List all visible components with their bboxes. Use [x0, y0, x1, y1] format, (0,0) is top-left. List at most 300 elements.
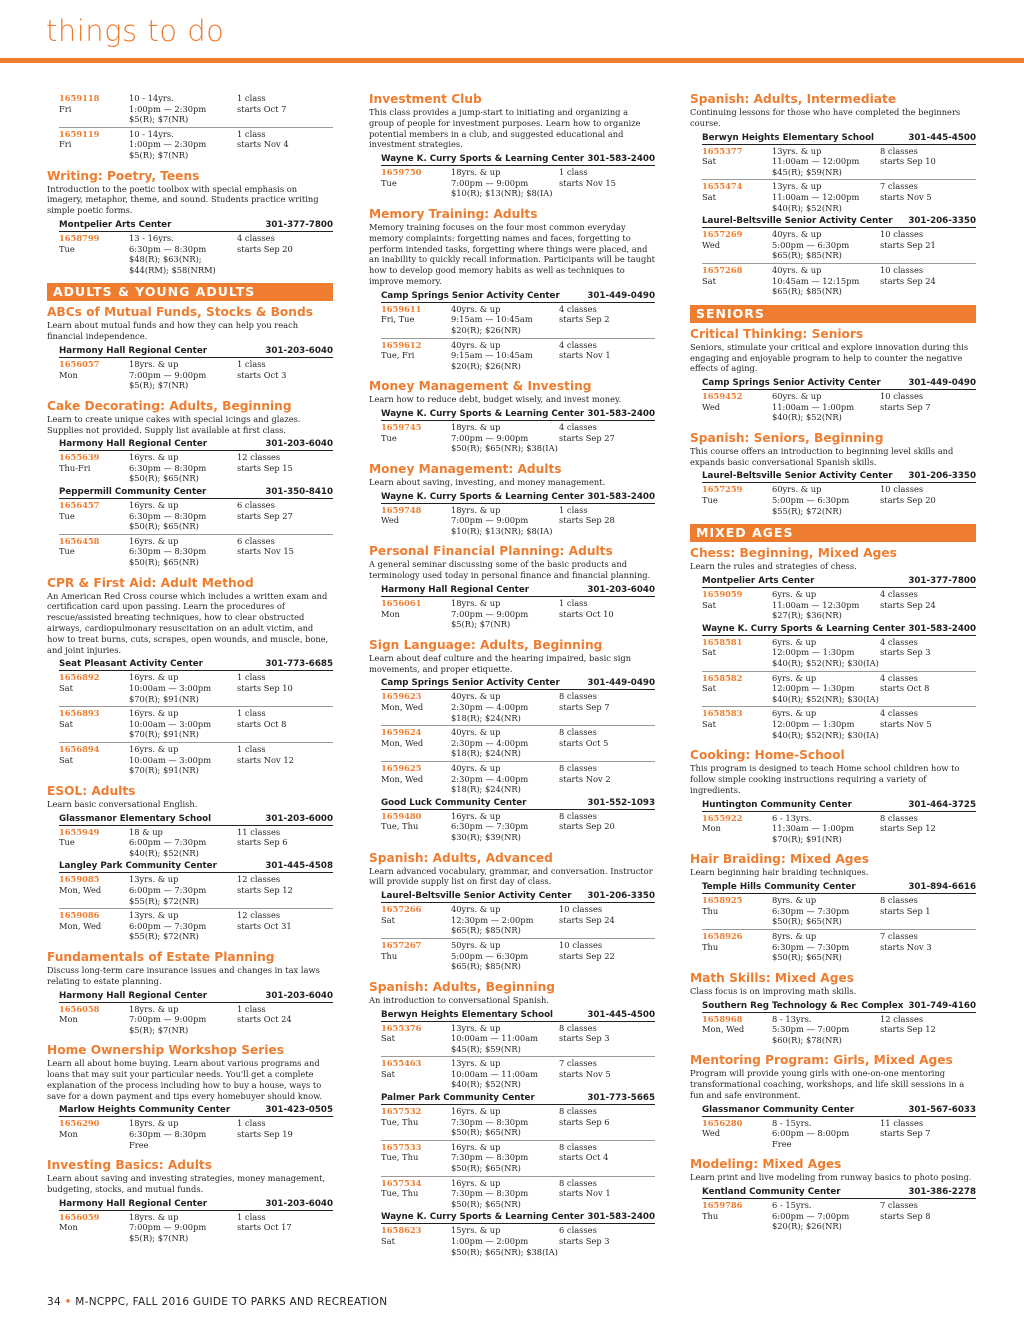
session-details-cell — [129, 1212, 237, 1244]
location-header — [381, 584, 655, 597]
session-days: Mon — [59, 1129, 78, 1140]
session-fee: $18(R); $24(NR) — [451, 748, 521, 759]
session-schedule-cell — [880, 895, 976, 927]
session-code-cell — [702, 484, 772, 516]
session-age: 16yrs. & up — [129, 743, 179, 754]
location-header — [59, 345, 333, 358]
session-schedule-cell — [559, 422, 655, 454]
session-fee: $50(R); $65(NR) — [129, 521, 199, 532]
session-schedule-cell — [559, 304, 655, 336]
footer-separator: • — [64, 1296, 72, 1308]
session-start-date: starts Sep 12 — [880, 1024, 936, 1035]
course-title: Math Skills: Mixed Ages — [690, 970, 854, 985]
session-row — [381, 726, 655, 762]
course-listing — [690, 1053, 976, 1151]
session-fee: $45(R); $59(NR) — [451, 1043, 521, 1054]
session-class-count: 8 classes — [559, 763, 597, 773]
location-header — [702, 623, 976, 636]
course-number: 1659786 — [702, 1200, 743, 1211]
session-details-cell — [772, 181, 880, 213]
location-phone: 301-386-2278 — [908, 1187, 976, 1198]
session-class-count: 8 classes — [559, 691, 597, 702]
session-time: 7:30pm — 8:30pm — [451, 1116, 529, 1127]
session-fee: $70(R); $91(NR) — [129, 693, 199, 704]
session-start-date: starts Oct 17 — [237, 1222, 292, 1233]
session-days: Mon — [381, 608, 400, 619]
course-description: Learn print and live modeling from runway basics to photo posing. — [690, 1172, 972, 1183]
session-time: 6:00pm — 7:00pm — [772, 1210, 850, 1221]
session-fee: $40(R); $52(NR); $30(IA) — [772, 658, 879, 669]
session-class-count: 7 classes — [559, 1058, 597, 1069]
session-age: 6yrs. & up — [772, 636, 817, 647]
course-title: CPR & First Aid: Adult Method — [47, 575, 254, 590]
location-phone: 301-552-1093 — [587, 797, 655, 808]
course-title: Critical Thinking: Seniors — [690, 326, 864, 341]
session-schedule-cell — [237, 359, 333, 391]
location-phone: 301-583-2400 — [587, 409, 655, 420]
session-fee: $65(R); $85(NR) — [451, 961, 521, 972]
session-fee: $10(R); $13(NR); $8(IA) — [451, 188, 553, 199]
session-start-date: starts Nov 5 — [559, 1068, 611, 1079]
session-fee: $50(R); $65(NR) — [451, 1127, 521, 1138]
session-class-count: 10 classes — [559, 904, 603, 915]
session-age: 60yrs. & up — [772, 391, 822, 402]
course-number: 1657268 — [702, 264, 743, 275]
session-code-cell — [381, 1058, 451, 1090]
session-days: Mon, Wed — [381, 773, 424, 784]
session-days: Sat — [59, 754, 73, 765]
session-fee: $50(R); $65(NR) — [772, 952, 842, 963]
session-time: 10:00am — 11:00am — [451, 1033, 539, 1044]
session-start-date: starts Sep 21 — [880, 239, 936, 250]
course-description: Continuing lessons for those who have completed the beginners course. — [690, 107, 961, 128]
course-number: 1655639 — [59, 452, 100, 463]
session-days: Sat — [702, 719, 716, 729]
session-class-count: 8 classes — [559, 1177, 597, 1188]
session-details-cell — [129, 910, 237, 942]
session-schedule-cell — [880, 1118, 976, 1150]
course-number: 1659625 — [381, 763, 422, 773]
course-number: 1659086 — [59, 910, 100, 921]
session-time: 1:00pm — 2:00pm — [451, 1236, 529, 1247]
session-time: 5:30pm — 7:00pm — [772, 1024, 850, 1035]
session-fee: $65(R); $85(NR) — [451, 925, 521, 936]
session-start-date: starts Sep 6 — [559, 1116, 610, 1127]
session-start-date: starts Sep 24 — [880, 599, 936, 610]
course-listing — [690, 748, 976, 846]
session-fee: $55(R); $72(NR) — [129, 931, 199, 942]
location-phone: 301-445-4500 — [587, 1009, 655, 1020]
session-row — [702, 145, 976, 181]
session-fee: $55(R); $72(NR) — [772, 505, 842, 516]
session-start-date: starts Oct 4 — [559, 1152, 609, 1163]
session-class-count: 12 classes — [237, 874, 281, 885]
session-schedule-cell — [559, 811, 655, 843]
session-age: 40yrs. & up — [451, 763, 501, 773]
location-header — [381, 491, 655, 504]
session-class-count: 7 classes — [880, 181, 918, 192]
session-code-cell — [702, 265, 772, 297]
session-schedule-cell — [559, 1178, 655, 1210]
session-age: 10 - 14yrs. — [129, 128, 174, 139]
session-schedule-cell — [880, 265, 976, 297]
session-age: 8 - 15yrs. — [772, 1117, 812, 1128]
session-details-cell — [451, 727, 559, 759]
session-days: Mon — [702, 823, 721, 834]
session-days: Sat — [381, 1033, 395, 1044]
session-schedule-cell — [237, 536, 333, 568]
location-header — [59, 813, 333, 826]
session-schedule-cell — [880, 813, 976, 845]
session-details-cell — [772, 146, 880, 178]
session-class-count: 7 classes — [880, 930, 918, 941]
session-start-date: starts Nov 15 — [559, 177, 616, 188]
session-schedule-cell — [237, 744, 333, 776]
session-row — [381, 1022, 655, 1058]
session-age: 13yrs. & up — [451, 1022, 501, 1033]
session-class-count: 12 classes — [237, 910, 281, 921]
session-days: Sat — [702, 599, 716, 610]
session-days: Sat — [381, 1068, 395, 1079]
session-age: 18yrs. & up — [451, 167, 501, 178]
session-days: Mon — [59, 1014, 78, 1025]
session-row — [381, 504, 655, 539]
course-number: 1657259 — [702, 484, 743, 495]
session-schedule-cell — [880, 146, 976, 178]
course-description: Program will provide young girls with one-on-one mentoring transformational coaching, workshops, and life skill sessions in a fun and safe environment. — [690, 1068, 965, 1100]
session-class-count: 4 classes — [559, 303, 597, 314]
session-code-cell — [702, 589, 772, 621]
session-fee: $10(R); $13(NR); $8(IA) — [451, 525, 553, 536]
session-age: 16yrs. & up — [129, 708, 179, 719]
session-schedule-cell — [559, 1106, 655, 1138]
location-header — [59, 438, 333, 451]
course-number: 1659059 — [702, 589, 743, 600]
session-start-date: starts Sep 10 — [237, 683, 293, 694]
session-days: Thu — [702, 905, 719, 916]
session-row — [59, 535, 333, 570]
session-schedule-cell — [559, 505, 655, 537]
course-number: 1659119 — [59, 128, 100, 139]
session-time: 6:30pm — 8:30pm — [129, 462, 207, 473]
session-schedule-cell — [237, 827, 333, 859]
session-start-date: starts Oct 10 — [559, 608, 614, 619]
session-days: Tue — [381, 177, 397, 188]
course-number: 1655377 — [702, 145, 743, 156]
session-row — [702, 483, 976, 518]
session-class-count: 4 classes — [880, 589, 918, 600]
location-header — [381, 1092, 655, 1105]
session-age: 10 - 14yrs. — [129, 93, 174, 103]
course-title: Cooking: Home-School — [690, 748, 845, 763]
course-number: 1656059 — [59, 1211, 100, 1222]
course-listing — [369, 379, 655, 456]
session-details-cell — [451, 167, 559, 199]
course-listing — [47, 950, 333, 1037]
session-class-count: 10 classes — [880, 229, 924, 240]
session-class-count: 6 classes — [559, 1225, 597, 1236]
session-code-cell — [702, 813, 772, 845]
location-header — [59, 1198, 333, 1211]
session-details-cell — [772, 637, 880, 669]
session-fee: $20(R); $26(NR) — [451, 324, 521, 335]
course-number: 1656061 — [381, 598, 422, 609]
session-time: 6:30pm — 7:30pm — [451, 821, 529, 832]
session-schedule-cell — [237, 1212, 333, 1244]
course-listing — [47, 784, 333, 944]
session-start-date: starts Sep 10 — [880, 156, 936, 167]
session-age: 60yrs. & up — [772, 484, 822, 495]
session-code-cell — [381, 940, 451, 972]
location-phone: 301-206-3350 — [908, 216, 976, 227]
course-listing — [369, 980, 655, 1259]
session-row — [702, 672, 976, 708]
session-class-count: 8 classes — [880, 812, 918, 823]
session-code-cell — [702, 1014, 772, 1046]
location-name: Camp Springs Senior Activity Center — [381, 678, 560, 689]
session-fee: $5(R); $7(NR) — [129, 1233, 189, 1244]
session-schedule-cell — [559, 340, 655, 372]
course-title: Sign Language: Adults, Beginning — [369, 637, 603, 652]
session-class-count: 10 classes — [559, 939, 603, 950]
session-class-count: 1 class — [237, 128, 266, 139]
session-time: 6:30pm — 8:30pm — [129, 243, 207, 254]
location-name: Harmony Hall Regional Center — [59, 345, 208, 356]
session-row — [381, 690, 655, 726]
session-class-count: 8 classes — [559, 1141, 597, 1152]
session-age: 40yrs. & up — [451, 727, 501, 738]
session-details-cell — [451, 1142, 559, 1174]
session-row — [59, 499, 333, 535]
session-class-count: 4 classes — [237, 232, 275, 243]
location-name: Wayne K. Curry Sports & Learning Center — [381, 491, 585, 502]
course-title: Personal Financial Planning: Adults — [369, 544, 613, 559]
session-start-date: starts Oct 8 — [880, 683, 930, 694]
course-title: Mentoring Program: Girls, Mixed Ages — [690, 1053, 953, 1068]
session-fee: $70(R); $91(NR) — [129, 729, 199, 740]
session-details-cell — [451, 1058, 559, 1090]
session-start-date: starts Sep 20 — [237, 243, 293, 254]
session-age: 6 - 15yrs. — [772, 1200, 812, 1211]
session-class-count: 8 classes — [559, 1022, 597, 1033]
course-number: 1657267 — [381, 939, 422, 950]
session-age: 18yrs. & up — [129, 358, 179, 369]
session-code-cell — [381, 304, 451, 336]
location-name: Langley Park Community Center — [59, 861, 217, 872]
course-title: Spanish: Adults, Advanced — [369, 850, 553, 865]
session-age: 18yrs. & up — [129, 1211, 179, 1222]
location-header — [702, 470, 976, 483]
session-age: 18 & up — [129, 826, 163, 837]
session-time: 7:00pm — 9:00pm — [451, 515, 529, 526]
location-phone: 301-203-6040 — [265, 439, 333, 450]
session-code-cell — [702, 391, 772, 423]
session-age: 13yrs. & up — [772, 145, 822, 156]
session-time: 9:15am — 10:45am — [451, 350, 533, 361]
location-name: Laurel-Beltsville Senior Activity Center — [381, 891, 572, 902]
session-fee: Free — [129, 1139, 149, 1150]
course-number: 1656894 — [59, 743, 100, 754]
session-days: Fri — [59, 139, 72, 150]
location-phone: 301-567-6033 — [908, 1104, 976, 1115]
location-header — [59, 219, 333, 232]
location-name: Huntington Community Center — [702, 799, 852, 810]
location-name: Harmony Hall Regional Center — [59, 1198, 208, 1209]
session-age: 13yrs. & up — [129, 874, 179, 885]
session-code-cell — [381, 763, 451, 795]
course-title: Investing Basics: Adults — [47, 1158, 212, 1173]
session-code-cell — [702, 895, 772, 927]
course-title: Home Ownership Workshop Series — [47, 1043, 284, 1058]
session-code-cell — [702, 1118, 772, 1150]
location-header — [702, 1104, 976, 1117]
session-row — [702, 894, 976, 930]
course-number: 1659623 — [381, 691, 422, 702]
session-time: 5:00pm — 6:30pm — [451, 950, 529, 961]
course-listing — [47, 1043, 333, 1152]
course-description: A general seminar discussing some of the basic products and terminology used today in personal finance and financial planning. — [369, 559, 651, 581]
session-age: 50yrs. & up — [451, 939, 501, 950]
session-details-cell — [772, 589, 880, 621]
course-listing — [690, 1157, 976, 1234]
session-row — [381, 1224, 655, 1259]
location-phone: 301-583-2400 — [587, 491, 655, 502]
session-start-date: starts Nov 1 — [559, 350, 611, 361]
course-title: Writing: Poetry, Teens — [47, 168, 200, 183]
session-fee: $60(R); $78(NR) — [772, 1034, 842, 1045]
course-number: 1658583 — [702, 708, 743, 719]
session-row — [381, 166, 655, 201]
session-details-cell — [129, 874, 237, 906]
course-description: Memory training focuses on the four most common everyday memory complaints: forgetting names and faces, forgetting to perform intended tasks, forgetting where things were placed, and an inability to quickly recall information. Participants will be taught how to develop good memory habits as well as techniques to improve memory. — [369, 221, 655, 286]
session-schedule-cell — [559, 1225, 655, 1257]
session-days: Sat — [381, 1236, 395, 1247]
location-phone: 301-749-4160 — [908, 1000, 976, 1011]
session-class-count: 8 classes — [880, 145, 918, 156]
session-code-cell — [59, 708, 129, 740]
session-class-count: 11 classes — [880, 1117, 924, 1128]
course-number: 1659612 — [381, 339, 422, 350]
session-age: 13yrs. & up — [772, 181, 822, 192]
session-row — [59, 1211, 333, 1246]
session-age: 16yrs. & up — [129, 452, 179, 463]
course-listing — [690, 327, 976, 425]
session-details-cell — [451, 1023, 559, 1055]
course-description: Learn about saving, investing, and money management. — [369, 476, 606, 487]
session-time: 11:00am — 12:30pm — [772, 599, 860, 610]
session-fee: $5(R); $7(NR) — [129, 380, 189, 391]
course-listing — [47, 1158, 333, 1245]
page-number: 34 — [47, 1296, 61, 1308]
session-age: 6yrs. & up — [772, 708, 817, 719]
session-age: 8yrs. & up — [772, 930, 817, 941]
location-name: Southern Reg Technology & Rec Complex — [702, 1000, 904, 1011]
session-details-cell — [772, 895, 880, 927]
course-number: 1657269 — [702, 229, 743, 240]
session-row — [59, 707, 333, 743]
session-start-date: starts Oct 31 — [237, 920, 292, 931]
column-1 — [47, 92, 333, 1252]
session-days: Sat — [59, 718, 73, 729]
session-fee: $48(R); $63(NR); $44(RM); $58(NRM) — [129, 254, 216, 275]
session-age: 18yrs. & up — [451, 422, 501, 433]
course-number: 1658623 — [381, 1225, 422, 1236]
session-class-count: 8 classes — [559, 810, 597, 821]
session-time: 10:00am — 3:00pm — [129, 683, 212, 694]
course-listing — [369, 92, 655, 201]
session-time: 2:30pm — 4:00pm — [451, 737, 529, 748]
session-row — [381, 1141, 655, 1177]
session-class-count: 11 classes — [237, 826, 281, 837]
location-phone: 301-449-0490 — [587, 290, 655, 301]
session-start-date: starts Sep 27 — [559, 432, 615, 443]
session-class-count: 1 class — [559, 598, 588, 609]
session-age: 6yrs. & up — [772, 672, 817, 683]
session-start-date: starts Sep 3 — [559, 1236, 610, 1247]
session-fee: $40(R); $52(NR); $30(IA) — [772, 729, 879, 740]
location-name: Seat Pleasant Activity Center — [59, 659, 203, 670]
session-days: Sat — [702, 683, 716, 694]
course-number: 1658799 — [59, 232, 100, 243]
session-details-cell — [772, 229, 880, 261]
session-code-cell — [381, 1023, 451, 1055]
session-days: Wed — [702, 239, 721, 250]
session-code-cell — [59, 827, 129, 859]
section-title: things to do — [46, 14, 225, 48]
session-start-date: starts Oct 7 — [237, 103, 287, 114]
session-start-date: starts Sep 7 — [559, 702, 610, 713]
session-schedule-cell — [237, 672, 333, 704]
course-description: Learn advanced vocabulary, grammar, and conversation. Instructor will provide supply list on first day of class. — [369, 865, 653, 887]
session-fee: $40(R); $52(NR) — [772, 202, 842, 213]
session-age: 40yrs. & up — [451, 303, 501, 314]
session-time: 1:00pm — 2:30pm — [129, 103, 207, 114]
location-phone: 301-464-3725 — [908, 799, 976, 810]
session-details-cell — [451, 304, 559, 336]
location-phone: 301-203-6040 — [587, 585, 655, 596]
session-details-cell — [451, 1178, 559, 1210]
location-name: Good Luck Community Center — [381, 797, 527, 808]
session-time: 7:00pm — 9:00pm — [451, 177, 529, 188]
location-phone: 301-583-2400 — [587, 154, 655, 165]
session-age: 6 - 13yrs. — [772, 812, 812, 823]
session-time: 7:30pm — 8:30pm — [451, 1152, 529, 1163]
session-code-cell — [59, 1118, 129, 1150]
session-age: 16yrs. & up — [451, 1141, 501, 1152]
session-row — [59, 826, 333, 861]
session-days: Tue, Thu — [381, 821, 419, 832]
session-time: 12:00pm — 1:30pm — [772, 647, 855, 658]
session-fee: $5(R); $7(NR) — [129, 149, 189, 160]
session-days: Sat — [702, 191, 716, 202]
session-row — [702, 636, 976, 672]
session-days: Mon, Wed — [702, 1024, 745, 1035]
course-listing — [369, 638, 655, 845]
session-code-cell — [59, 452, 129, 484]
location-phone: 301-445-4500 — [908, 132, 976, 143]
session-code-cell — [381, 1225, 451, 1257]
session-fee: $50(R); $65(NR); $38(IA) — [451, 1246, 558, 1257]
session-schedule-cell — [880, 931, 976, 963]
session-days: Fri — [59, 103, 72, 114]
session-schedule-cell — [559, 727, 655, 759]
session-fee: $50(R); $65(NR); $38(IA) — [451, 443, 558, 454]
column-3 — [690, 92, 976, 1240]
session-row — [702, 180, 976, 215]
session-schedule-cell — [237, 1004, 333, 1036]
location-header — [381, 408, 655, 421]
session-schedule-cell — [237, 233, 333, 275]
